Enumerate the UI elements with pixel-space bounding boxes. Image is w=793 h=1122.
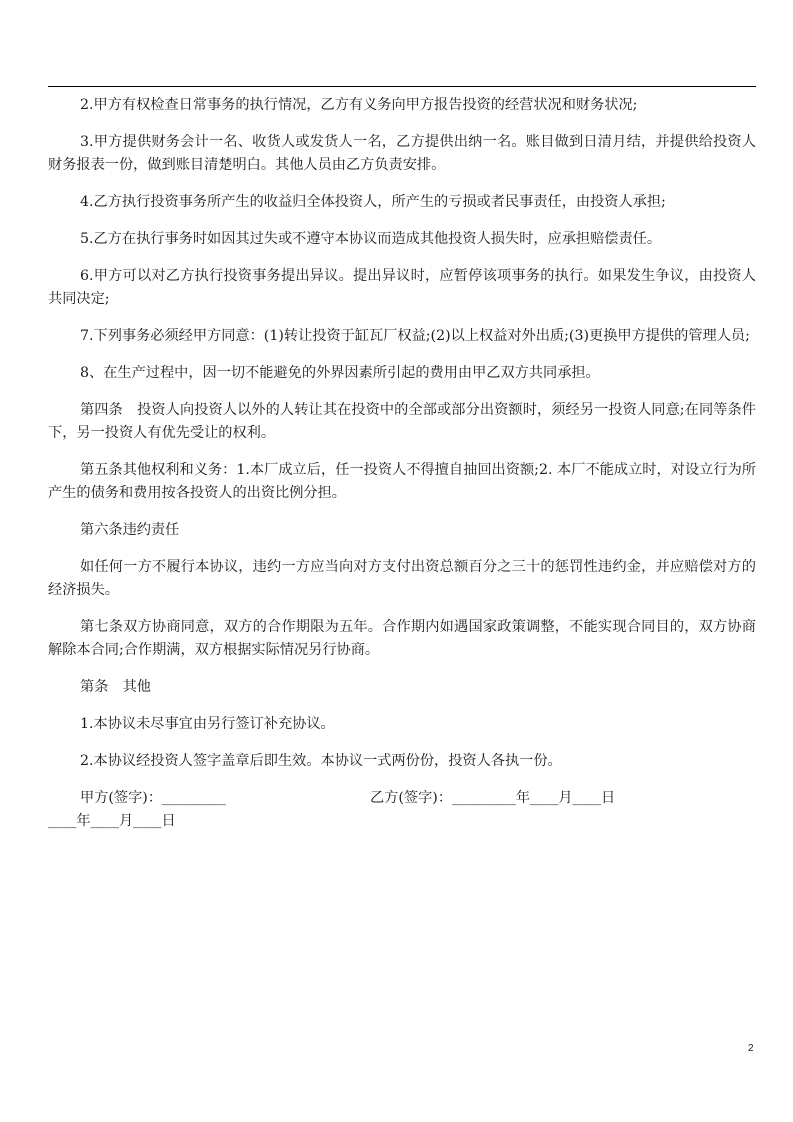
clause-paragraph: 6.甲方可以对乙方执行投资事务提出异议。提出异议时，应暂停该项事务的执行。如果发生争议，由投资人共同决定;: [48, 268, 756, 307]
signature-row: [48, 787, 756, 810]
clause-paragraph: 5.乙方在执行事务时如因其过失或不遵守本协议而造成其他投资人损失时，应承担赔偿责任。: [80, 231, 662, 247]
clause-paragraph: 8、在生产过程中，因一切不能避免的外界因素所引起的费用由甲乙双方共同承担。: [80, 365, 600, 381]
party-b-signature: 乙方(签字)：_________年____月____日: [370, 790, 616, 806]
article-4-paragraph: 第四条 投资人向投资人以外的人转让其在投资中的全部或部分出资额时，须经另一投资人同意;在同等条件下，另一投资人有优先受让的权利。: [48, 402, 756, 441]
breach-paragraph: 如任何一方不履行本协议，违约一方应当向对方支付出资总额百分之三十的惩罚性违约金，并应赔偿对方的经济损失。: [48, 559, 756, 598]
header-rule: [48, 86, 756, 87]
page-number: 2: [748, 1043, 754, 1054]
clause-paragraph: 3.甲方提供财务会计一名、收货人或发货人一名，乙方提供出纳一名。账目做到日清月结，并提供给投资人财务报表一份，做到账目清楚明白。其他人员由乙方负责安排。: [48, 134, 756, 173]
clause-paragraph: 2.本协议经投资人签字盖章后即生效。本协议一式两份份，投资人各执一份。: [80, 753, 562, 769]
clause-paragraph: 7.下列事务必须经甲方同意：(1)转让投资于缸瓦厂权益;(2)以上权益对外出质;(3)更换甲方提供的管理人员;: [80, 328, 750, 344]
article-6-heading: 第六条违约责任: [80, 522, 180, 538]
article-7-paragraph: 第七条双方协商同意，双方的合作期限为五年。合作期内如遇国家政策调整，不能实现合同目的，双方协商解除本合同;合作期满，双方根据实际情况另行协商。: [48, 619, 756, 658]
clause-paragraph: 4.乙方执行投资事务所产生的收益归全体投资人，所产生的亏损或者民事责任，由投资人承担;: [80, 194, 666, 210]
clause-paragraph: 1.本协议未尽事宜由另行签订补充协议。: [80, 716, 335, 732]
article-5-paragraph: 第五条其他权利和义务：1.本厂成立后，任一投资人不得擅自抽回出资额;2. 本厂不能成立时，对设立行为所产生的债务和费用按各投资人的出资比例分担。: [48, 462, 756, 501]
clause-paragraph: 2.甲方有权检查日常事务的执行情况，乙方有义务向甲方报告投资的经营状况和财务状况;: [80, 97, 638, 113]
party-a-date: ____年____月____日: [48, 813, 176, 829]
other-heading: 第条 其他: [80, 679, 151, 695]
party-a-signature: 甲方(签字)：_________: [80, 790, 226, 806]
document-body: [48, 94, 756, 833]
